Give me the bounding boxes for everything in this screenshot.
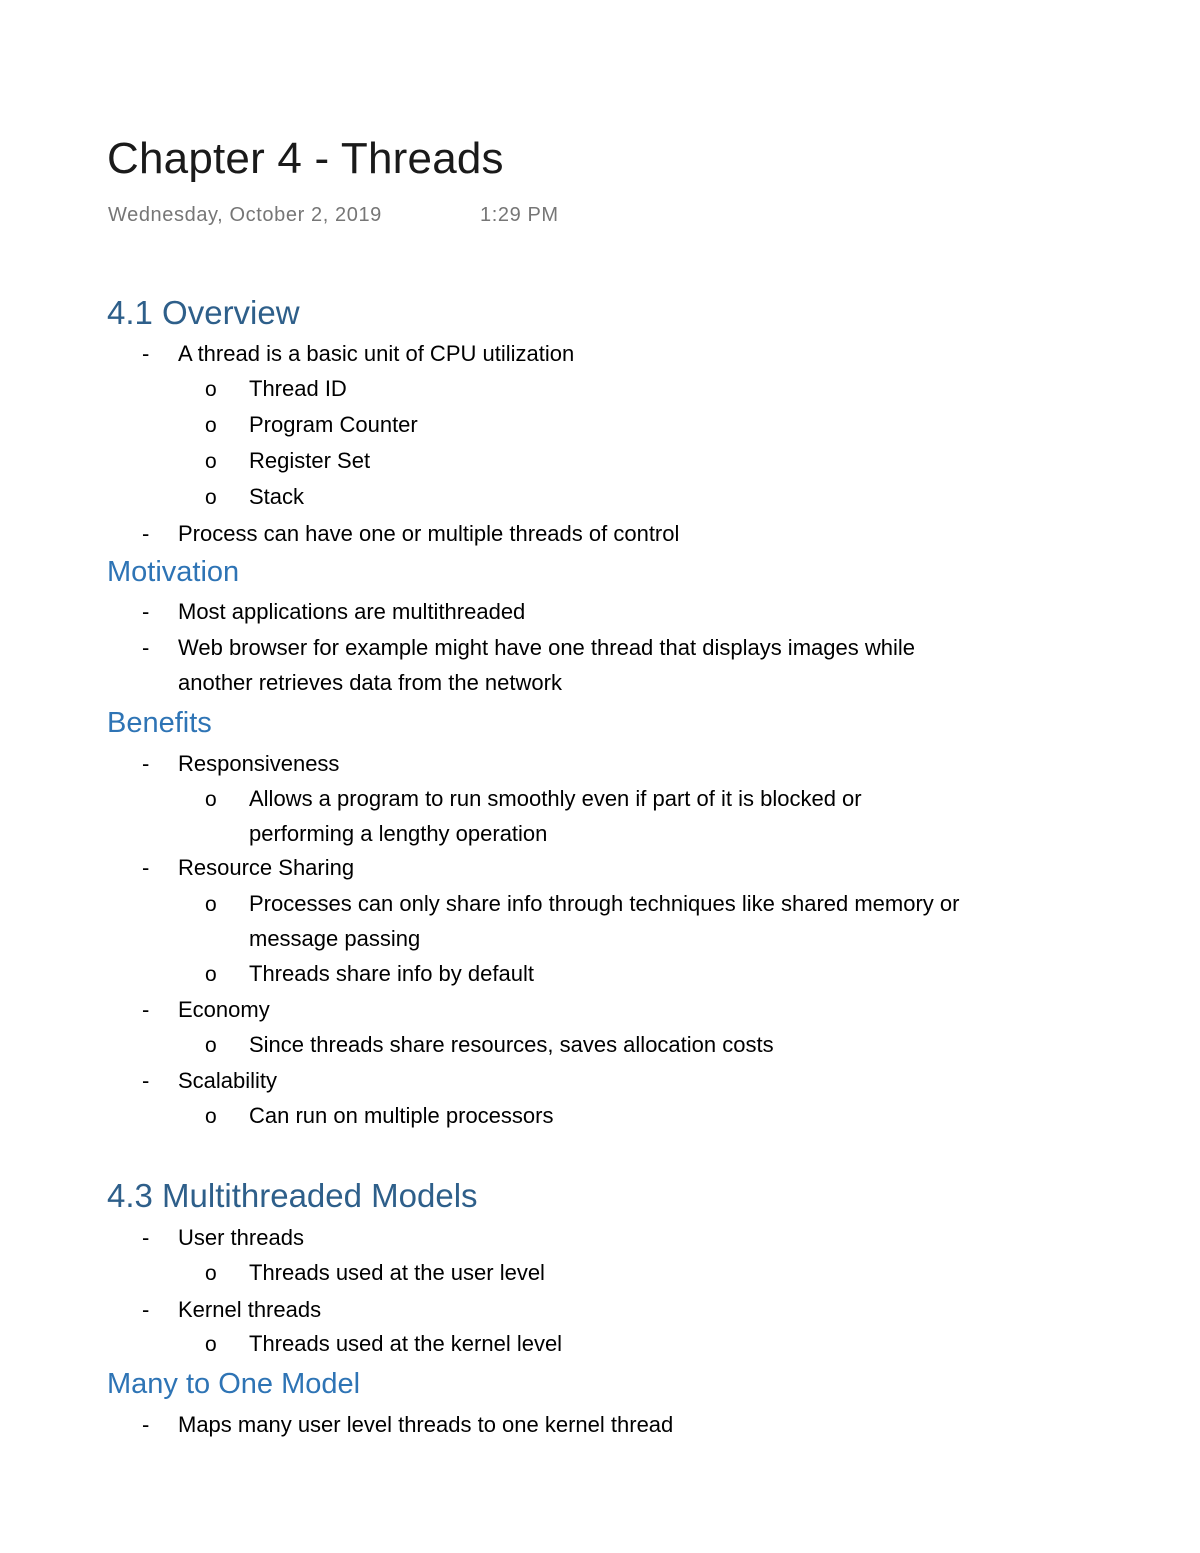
circle-bullet: o (205, 450, 217, 473)
sub-list-item: Processes can only share info through techniques like shared memory or (249, 891, 960, 916)
circle-bullet: o (205, 893, 217, 916)
sub-list-item: Threads used at the kernel level (249, 1331, 563, 1356)
list-item: Process can have one or multiple threads of control (178, 521, 680, 546)
circle-bullet: o (205, 486, 217, 509)
page-date: Wednesday, October 2, 2019 (108, 204, 382, 226)
dash-bullet: - (142, 997, 150, 1022)
circle-bullet: o (205, 963, 217, 986)
sub-list-item: Can run on multiple processors (249, 1103, 554, 1128)
list-item-continuation: another retrieves data from the network (178, 670, 562, 695)
sub-list-item: Register Set (249, 448, 371, 473)
sub-list-item: Since threads share resources, saves allocation costs (249, 1032, 774, 1057)
sub-list-item: Program Counter (249, 412, 418, 437)
page-time: 1:29 PM (480, 204, 559, 226)
circle-bullet: o (205, 1262, 217, 1285)
dash-bullet: - (142, 341, 150, 366)
list-item: Resource Sharing (178, 855, 355, 880)
section-heading-benefits: Benefits (107, 707, 212, 739)
sub-list-item: Threads share info by default (249, 961, 534, 986)
dash-bullet: - (142, 1297, 150, 1322)
list-item: Kernel threads (178, 1297, 322, 1322)
sub-list-item-continuation: performing a lengthy operation (249, 821, 548, 846)
list-item: Scalability (178, 1068, 278, 1093)
sub-list-item: Thread ID (249, 376, 347, 401)
section-heading-motivation: Motivation (107, 556, 240, 588)
circle-bullet: o (205, 414, 217, 437)
list-item: Economy (178, 997, 270, 1022)
dash-bullet: - (142, 751, 150, 776)
sub-list-item: Stack (249, 484, 305, 509)
dash-bullet: - (142, 521, 150, 546)
sub-list-item: Threads used at the user level (249, 1260, 545, 1285)
section-heading-multithreaded-models: 4.3 Multithreaded Models (107, 1177, 478, 1214)
circle-bullet: o (205, 378, 217, 401)
sub-list-item-continuation: message passing (249, 926, 421, 951)
dash-bullet: - (142, 635, 150, 660)
list-item: User threads (178, 1225, 304, 1250)
dash-bullet: - (142, 599, 150, 624)
circle-bullet: o (205, 1034, 217, 1057)
dash-bullet: - (142, 1412, 150, 1437)
dash-bullet: - (142, 1068, 150, 1093)
section-heading-many-to-one: Many to One Model (107, 1368, 361, 1400)
list-item: Responsiveness (178, 751, 340, 776)
circle-bullet: o (205, 788, 217, 811)
sub-list-item: Allows a program to run smoothly even if part of it is blocked or (249, 786, 862, 811)
list-item: Maps many user level threads to one kernel thread (178, 1412, 674, 1437)
page-title: Chapter 4 - Threads (107, 134, 504, 183)
list-item: Most applications are multithreaded (178, 599, 526, 624)
list-item: A thread is a basic unit of CPU utilization (178, 341, 575, 366)
dash-bullet: - (142, 855, 150, 880)
circle-bullet: o (205, 1333, 217, 1356)
section-heading-overview: 4.1 Overview (107, 294, 300, 331)
circle-bullet: o (205, 1105, 217, 1128)
dash-bullet: - (142, 1225, 150, 1250)
list-item: Web browser for example might have one thread that displays images while (178, 635, 915, 660)
